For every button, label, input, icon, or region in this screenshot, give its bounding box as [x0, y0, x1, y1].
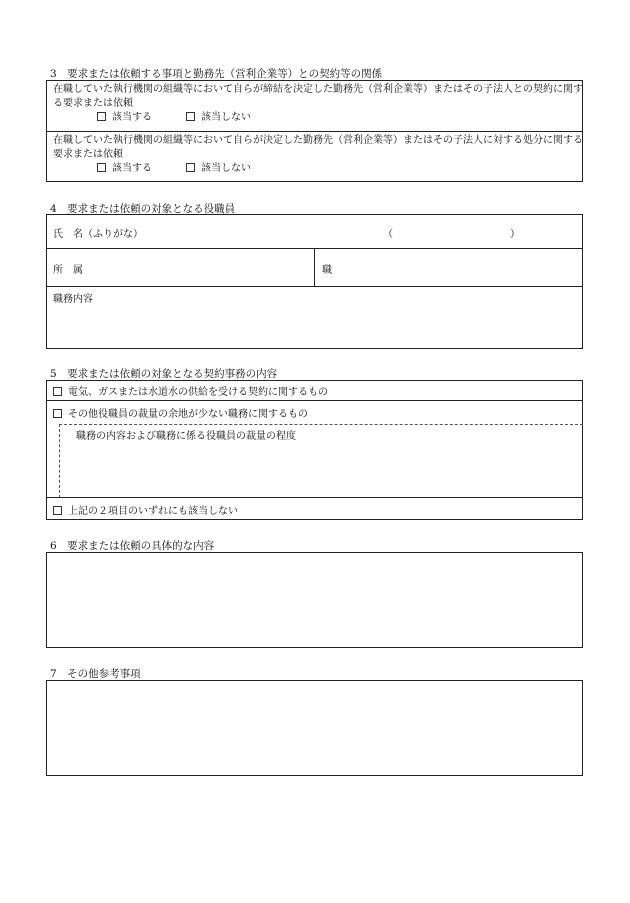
section-3-box	[46, 80, 583, 182]
option-label: 該当する	[112, 163, 152, 174]
option-not-applicable[interactable]	[186, 162, 251, 176]
affiliation-field[interactable]	[47, 249, 315, 286]
option-low-discretion-label: その他役職員の裁量の余地が少ない職務に関するもの	[68, 409, 308, 420]
discretion-detail-field[interactable]	[59, 424, 583, 498]
checkbox-icon[interactable]	[186, 163, 195, 172]
option-applicable[interactable]	[97, 111, 152, 125]
disposition-relation-text: 在職していた執行機関の組織等において自らが決定した勤務先（営利企業等）またはその子法人に対する処分に関する要求または依頼	[53, 135, 583, 160]
duties-field[interactable]	[47, 286, 582, 348]
option-utility-label: 電気、ガスまたは水道水の供給を受ける契約に関するもの	[68, 387, 328, 398]
section-7-title: 7 その他参考事項	[50, 668, 141, 680]
section-6-title: 6 要求または依頼の具体的な内容	[50, 540, 215, 552]
checkbox-icon[interactable]	[53, 387, 62, 396]
position-label: 職	[322, 265, 332, 276]
name-row[interactable]	[47, 215, 582, 248]
disposition-relation-options	[47, 162, 582, 176]
option-label: 該当しない	[201, 112, 251, 123]
section-3-title: 3 要求または依頼する事項と勤務先（営利企業等）との契約等の関係	[50, 68, 383, 80]
option-low-discretion[interactable]	[47, 400, 582, 497]
option-label: 該当しない	[201, 163, 251, 174]
option-none-label: 上記の２項目のいずれにも該当しない	[68, 506, 238, 517]
option-utility-contract[interactable]	[47, 381, 582, 400]
contract-relation-options	[47, 111, 582, 125]
duties-label: 職務内容	[53, 294, 93, 305]
checkbox-icon[interactable]	[53, 409, 62, 418]
furigana-open-paren: （	[383, 229, 393, 240]
option-label: 該当する	[112, 112, 152, 123]
checkbox-icon[interactable]	[186, 112, 195, 121]
checkbox-icon[interactable]	[97, 112, 106, 121]
option-applicable[interactable]	[97, 162, 152, 176]
furigana-close-paren: ）	[510, 229, 520, 240]
contract-relation-row	[47, 81, 582, 131]
section-4-box	[46, 214, 583, 349]
name-label: 氏 名（ふりがな）	[53, 229, 143, 240]
affiliation-row	[47, 248, 582, 286]
affiliation-label: 所 属	[53, 265, 83, 276]
contract-relation-text: 在職していた執行機関の組織等において自らが締結を決定した勤務先（営利企業等）またはその子法人との契約に関する要求または依頼	[53, 84, 583, 109]
specific-content-field[interactable]	[46, 552, 583, 648]
position-field[interactable]	[315, 249, 582, 286]
section-5-box	[46, 380, 583, 520]
other-reference-field[interactable]	[46, 680, 583, 776]
checkbox-icon[interactable]	[53, 506, 62, 515]
option-none[interactable]	[47, 497, 582, 519]
section-4-title: 4 要求または依頼の対象となる役職員	[50, 203, 236, 215]
checkbox-icon[interactable]	[97, 163, 106, 172]
disposition-relation-row	[47, 131, 582, 181]
option-not-applicable[interactable]	[186, 111, 251, 125]
section-5-title: 5 要求または依頼の対象となる契約事務の内容	[50, 368, 278, 380]
discretion-detail-label: 職務の内容および職務に係る役職員の裁量の程度	[76, 431, 296, 442]
